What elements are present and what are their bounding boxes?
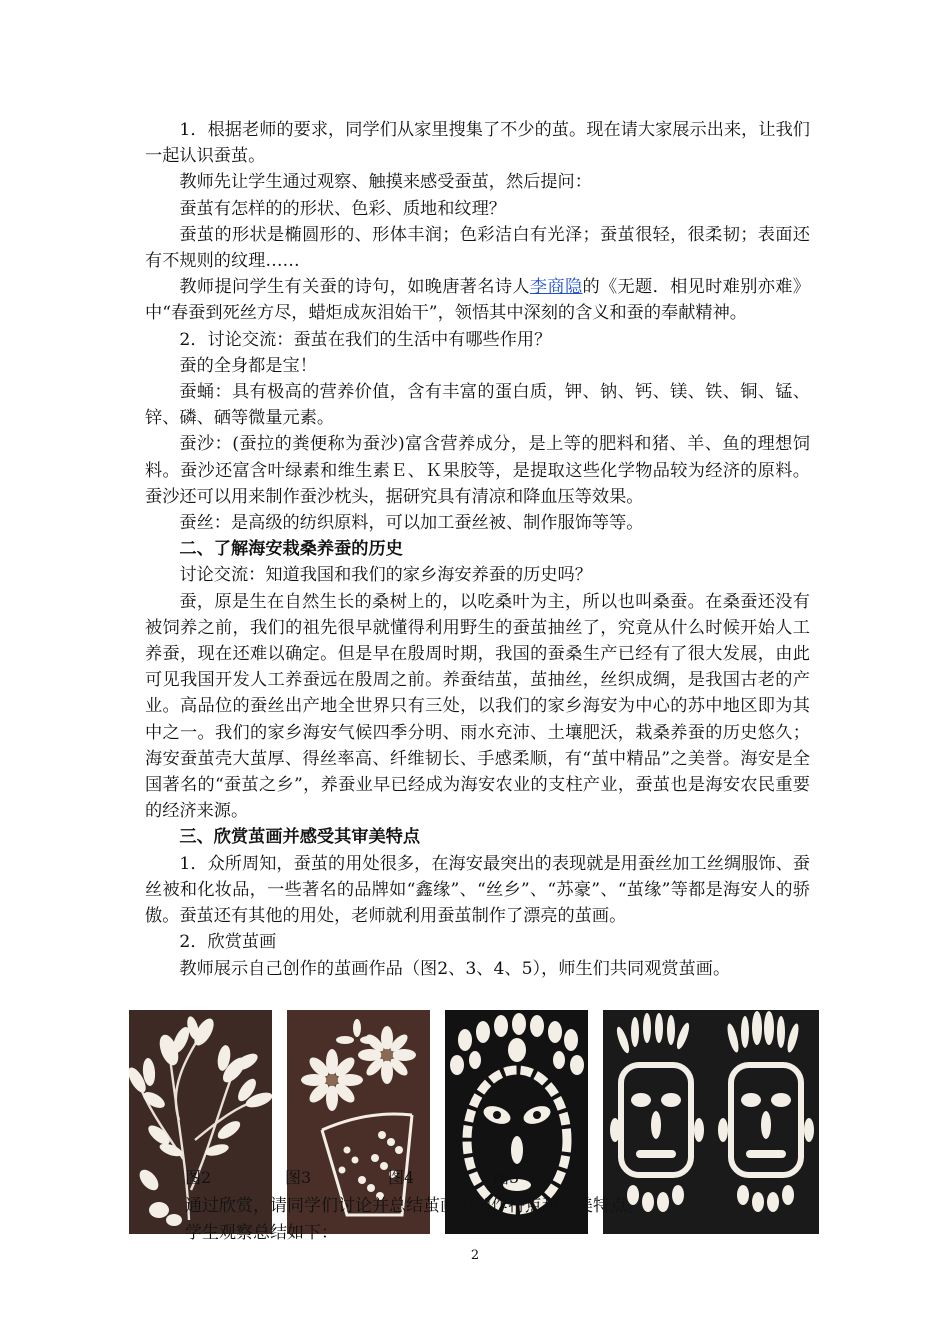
paragraph: 1．根据老师的要求，同学们从家里搜集了不少的茧。现在请大家展示出来，让我们一起认识蚕茧。 — [145, 120, 810, 167]
paragraph: 蚕丝：是高级的纺织原料，可以加工蚕丝被、制作服饰等等。 — [179, 513, 644, 534]
figure-4-caption: 图4 — [388, 1168, 415, 1187]
paragraph: 1．众所周知，蚕茧的用处很多，在海安最突出的表现就是用蚕丝加工丝绸服饰、蚕丝被和化妆品，一些著名的品牌如“鑫缘”、“丝乡”、“苏豪”、“茧缘”等都是海安人的骄傲。蚕茧还有其他的用处，老师就利用蚕茧制作了漂亮的茧画。 — [145, 853, 810, 927]
figure-2-caption: 图2 — [185, 1168, 212, 1187]
paragraph: 讨论交流：知道我国和我们的家乡海安养蚕的历史吗？ — [179, 565, 592, 586]
poet-link[interactable]: 李商隐 — [529, 277, 583, 298]
paragraph-with-link — [145, 274, 810, 326]
paragraph: 蚕沙：(蚕拉的粪便称为蚕沙)富含营养成分，是上等的肥料和猪、羊、鱼的理想饲料。蚕沙还富含叶绿素和维生素Ｅ、Ｋ果胶等，是提取这些化学物品较为经济的原料。蚕沙还可以用来制作蚕沙枕头，据研究具有清凉和降血压等效果。 — [145, 434, 810, 507]
paragraph: 蚕，原是生在自然生长的桑树上的，以吃桑叶为主，所以也叫桑蚕。在桑蚕还没有被饲养之前，我们的祖先很早就懂得利用野生的蚕茧抽丝了，究竟从什么时候开始人工养蚕，现在还难以确定。但是早在殷周时期，我国的蚕桑生产已经有了很大发展，由此可见我国开发人工养蚕远在殷周之前。养蚕结茧，茧抽丝，丝织成绸，是我国古老的产业。高品位的蚕丝出产地全世界只有三处，以我们的家乡海安为中心的苏中地区即为其中之一。我们的家乡海安气候四季分明、雨水充沛、土壤肥沃，栽桑养蚕的历史悠久；海安蚕茧壳大茧厚、得丝率高、纤维韧长、手感柔顺，有“茧中精品”之美誉。海安是全国著名的“蚕茧之乡”，养蚕业早已经成为海安农业的支柱产业，蚕茧也是海安农民重要的经济来源。 — [145, 591, 810, 822]
figure-3-caption: 图3 — [285, 1168, 312, 1187]
body-text — [145, 117, 810, 982]
paragraph: 教师先让学生通过观察、触摸来感受蚕茧，然后提问： — [179, 172, 592, 193]
paragraph: 蚕蛹：具有极高的营养价值，含有丰富的蛋白质，钾、钠、钙、镁、铁、铜、锰、锌、磷、硒等微量元素。 — [145, 382, 810, 429]
paragraph-text: 的《无题．相见时难别亦难》中“春蚕到死丝方尽，蜡炬成灰泪始干”，领悟其中深刻的含义和蚕的奉献精神。 — [145, 277, 810, 324]
figure-5-caption: 图5 — [493, 1168, 520, 1187]
overlapping-text-line: 学生观察总结如下： — [185, 1223, 338, 1243]
section-heading: 二、了解海安栽桑养蚕的历史 — [179, 539, 403, 560]
paragraph-text: 教师提问学生有关蚕的诗句，如晚唐著名诗人 — [179, 277, 530, 298]
page-number: 2 — [470, 1248, 480, 1263]
overlapping-text-line: 通过欣赏，请同学们讨论并总结茧画的制作特点和审美特点。 — [185, 1196, 644, 1216]
section-heading: 三、欣赏茧画并感受其审美特点 — [179, 827, 421, 848]
paragraph: 教师展示自己创作的茧画作品（图2、3、4、5），师生们共同观赏茧画。 — [179, 958, 731, 979]
paragraph: 2．讨论交流：蚕茧在我们的生活中有哪些作用？ — [179, 329, 552, 350]
paragraph: 蚕茧的形状是椭圆形的、形体丰润；色彩洁白有光泽；蚕茧很轻，很柔韧；表面还有不规则的纹理…… — [145, 224, 810, 272]
paragraph: 2．欣赏茧画 — [179, 932, 277, 953]
paragraph: 蚕的全身都是宝！ — [179, 355, 317, 376]
paragraph: 蚕茧有怎样的的形状、色彩、质地和纹理？ — [179, 198, 506, 219]
